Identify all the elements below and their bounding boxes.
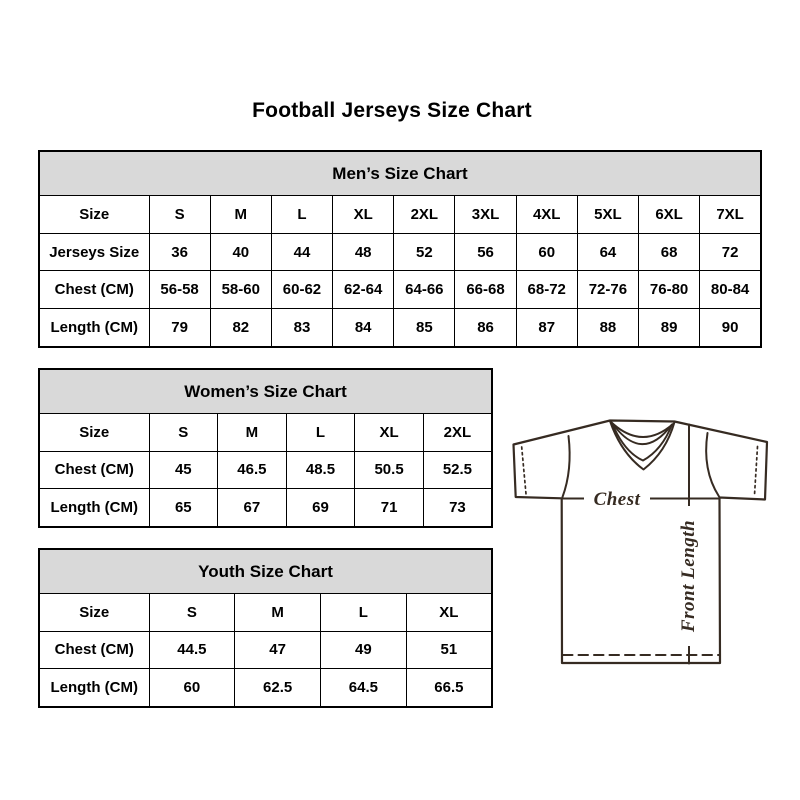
size-table xyxy=(38,368,493,528)
size-cell: 60-62 xyxy=(271,271,332,309)
size-cell: 86 xyxy=(455,308,516,347)
page-title: Football Jerseys Size Chart xyxy=(252,99,532,122)
size-cell: L xyxy=(321,594,407,631)
size-cell: S xyxy=(149,594,235,631)
size-cell: M xyxy=(235,594,321,631)
size-cell: 46.5 xyxy=(218,451,287,488)
size-cell: XL xyxy=(355,414,424,451)
size-cell: 45 xyxy=(149,451,218,488)
size-cell: 90 xyxy=(700,308,761,347)
size-cell: 80-84 xyxy=(700,271,761,309)
size-cell: 3XL xyxy=(455,196,516,234)
left-cuff-stitch-line xyxy=(522,447,526,494)
size-cell: 64 xyxy=(577,233,638,271)
row-header: Chest (CM) xyxy=(39,631,149,668)
size-cell: 52 xyxy=(394,233,455,271)
size-cell: 2XL xyxy=(394,196,455,234)
size-cell: 62-64 xyxy=(333,271,394,309)
size-cell: 64-66 xyxy=(394,271,455,309)
size-cell: 36 xyxy=(149,233,210,271)
size-cell: M xyxy=(218,414,287,451)
row-header: Size xyxy=(39,594,149,631)
size-cell: L xyxy=(286,414,355,451)
size-cell: 56 xyxy=(455,233,516,271)
size-cell: L xyxy=(271,196,332,234)
size-cell: 48 xyxy=(333,233,394,271)
size-cell: 50.5 xyxy=(355,451,424,488)
size-cell: 82 xyxy=(210,308,271,347)
size-cell: 83 xyxy=(271,308,332,347)
chest-label: Chest xyxy=(593,489,641,510)
size-cell: 65 xyxy=(149,489,218,528)
size-cell: 62.5 xyxy=(235,669,321,708)
size-table xyxy=(38,548,493,708)
row-header: Length (CM) xyxy=(39,489,149,528)
size-cell: 69 xyxy=(286,489,355,528)
size-cell: 84 xyxy=(333,308,394,347)
size-cell: 4XL xyxy=(516,196,577,234)
table-title: Men’s Size Chart xyxy=(39,151,761,196)
size-cell: XL xyxy=(406,594,492,631)
jersey-measurement-diagram xyxy=(505,403,775,673)
size-cell: 72-76 xyxy=(577,271,638,309)
size-table xyxy=(38,150,762,348)
womens-size-table xyxy=(38,368,493,528)
size-cell: 51 xyxy=(406,631,492,668)
right-armhole-seam xyxy=(706,433,719,497)
size-cell: 56-58 xyxy=(149,271,210,309)
table-title: Youth Size Chart xyxy=(39,549,492,594)
collar-inner-v xyxy=(612,423,672,461)
jersey-illustration xyxy=(505,403,775,673)
row-header: Size xyxy=(39,414,149,451)
row-header: Length (CM) xyxy=(39,308,149,347)
size-cell: 7XL xyxy=(700,196,761,234)
row-header: Chest (CM) xyxy=(39,451,149,488)
size-cell: 76-80 xyxy=(639,271,700,309)
size-cell: 44 xyxy=(271,233,332,271)
size-cell: 47 xyxy=(235,631,321,668)
size-cell: 79 xyxy=(149,308,210,347)
size-cell: 6XL xyxy=(639,196,700,234)
size-cell: 73 xyxy=(423,489,492,528)
size-cell: 44.5 xyxy=(149,631,235,668)
size-cell: 68 xyxy=(639,233,700,271)
size-cell: 71 xyxy=(355,489,424,528)
size-cell: 5XL xyxy=(577,196,638,234)
size-cell: 68-72 xyxy=(516,271,577,309)
front-length-label: Front Length xyxy=(678,519,699,633)
size-cell: 88 xyxy=(577,308,638,347)
row-header: Length (CM) xyxy=(39,669,149,708)
size-cell: 87 xyxy=(516,308,577,347)
size-cell: 89 xyxy=(639,308,700,347)
size-cell: 2XL xyxy=(423,414,492,451)
youth-size-table xyxy=(38,548,493,708)
mens-size-table xyxy=(38,150,762,348)
size-cell: S xyxy=(149,196,210,234)
left-armhole-seam xyxy=(563,436,570,497)
size-cell: S xyxy=(149,414,218,451)
size-cell: 72 xyxy=(700,233,761,271)
size-cell: 48.5 xyxy=(286,451,355,488)
size-cell: 67 xyxy=(218,489,287,528)
row-header: Jerseys Size xyxy=(39,233,149,271)
size-cell: 85 xyxy=(394,308,455,347)
size-cell: M xyxy=(210,196,271,234)
table-title: Women’s Size Chart xyxy=(39,369,492,414)
row-header: Size xyxy=(39,196,149,234)
size-cell: 49 xyxy=(321,631,407,668)
size-cell: 58-60 xyxy=(210,271,271,309)
size-cell: 60 xyxy=(149,669,235,708)
jersey-outline xyxy=(514,421,768,664)
right-cuff-stitch-line xyxy=(755,447,758,496)
size-cell: 64.5 xyxy=(321,669,407,708)
size-cell: XL xyxy=(333,196,394,234)
size-cell: 66.5 xyxy=(406,669,492,708)
size-cell: 40 xyxy=(210,233,271,271)
size-cell: 66-68 xyxy=(455,271,516,309)
size-cell: 52.5 xyxy=(423,451,492,488)
size-cell: 60 xyxy=(516,233,577,271)
row-header: Chest (CM) xyxy=(39,271,149,309)
